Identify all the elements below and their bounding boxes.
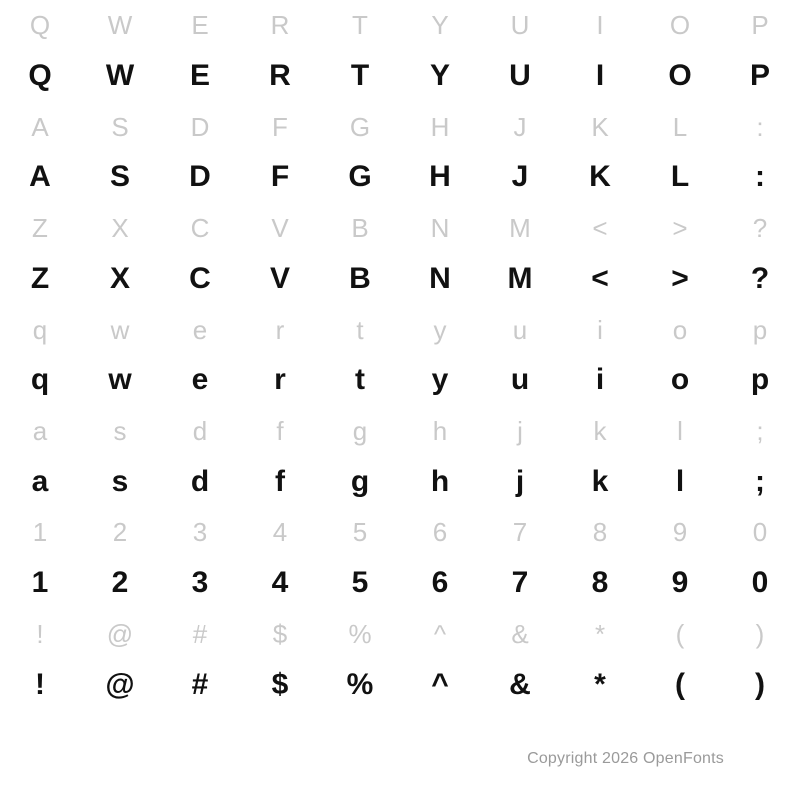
glyph-cell: G bbox=[348, 160, 372, 194]
glyph-cell: # bbox=[192, 618, 208, 649]
glyph-cell: ) bbox=[755, 618, 765, 649]
glyph-cell: 6 bbox=[432, 517, 448, 548]
glyph-cell: 3 bbox=[191, 566, 209, 600]
row-symbols-solid bbox=[0, 659, 800, 710]
glyph-cell: 4 bbox=[271, 566, 289, 600]
glyph-cell: e bbox=[192, 314, 208, 345]
glyph-cell: 7 bbox=[512, 517, 528, 548]
row-qwerty-lower-solid bbox=[0, 355, 800, 406]
glyph-cell: V bbox=[269, 261, 290, 295]
glyph-cell: d bbox=[190, 464, 210, 498]
glyph-cell: K bbox=[591, 111, 609, 142]
glyph-cell: g bbox=[352, 416, 368, 447]
row-qwerty-upper-solid bbox=[0, 51, 800, 102]
glyph-cell: T bbox=[352, 10, 368, 41]
glyph-cell: a bbox=[31, 464, 49, 498]
glyph-cell: 1 bbox=[31, 566, 49, 600]
glyph-cell: 1 bbox=[32, 517, 48, 548]
glyph-cell: ( bbox=[675, 618, 685, 649]
glyph-cell: q bbox=[30, 363, 50, 397]
row-qwerty-upper bbox=[0, 0, 800, 101]
glyph-cell: ! bbox=[36, 618, 44, 649]
row-symbols bbox=[0, 609, 800, 710]
glyph-cell: # bbox=[191, 667, 209, 701]
glyph-cell: s bbox=[113, 416, 127, 447]
glyph-cell: q bbox=[32, 314, 48, 345]
glyph-cell: o bbox=[672, 314, 688, 345]
glyph-cell: @ bbox=[105, 667, 135, 701]
glyph-cell: h bbox=[432, 416, 448, 447]
glyph-cell: N bbox=[430, 213, 450, 244]
glyph-cell: 6 bbox=[431, 566, 449, 600]
glyph-cell: i bbox=[595, 363, 605, 397]
glyph-cell: L bbox=[670, 160, 690, 194]
glyph-cell: $ bbox=[271, 667, 289, 701]
glyph-cell: E bbox=[191, 10, 209, 41]
glyph-cell: k bbox=[591, 464, 609, 498]
row-digits bbox=[0, 507, 800, 608]
glyph-cell: X bbox=[109, 261, 130, 295]
row-asdf-upper-solid bbox=[0, 152, 800, 203]
glyph-cell: 5 bbox=[352, 517, 368, 548]
glyph-cell: H bbox=[429, 160, 451, 194]
glyph-cell: i bbox=[597, 314, 603, 345]
glyph-cell: M bbox=[509, 213, 531, 244]
row-zxcv-upper-solid bbox=[0, 254, 800, 305]
glyph-cell: f bbox=[275, 464, 285, 498]
glyph-cell: ^ bbox=[433, 618, 447, 649]
glyph-cell: r bbox=[274, 363, 286, 397]
glyph-cell: ; bbox=[756, 416, 764, 447]
glyph-cell: u bbox=[512, 314, 528, 345]
glyph-cell: A bbox=[29, 160, 51, 194]
glyph-cell: d bbox=[192, 416, 208, 447]
glyph-cell: % bbox=[348, 618, 372, 649]
glyph-cell: Y bbox=[431, 10, 449, 41]
glyph-cell: 9 bbox=[671, 566, 689, 600]
glyph-cell: w bbox=[108, 363, 132, 397]
glyph-cell: Q bbox=[28, 59, 52, 93]
row-zxcv-upper-ghost bbox=[0, 203, 800, 254]
glyph-cell: 0 bbox=[752, 517, 768, 548]
glyph-cell: A bbox=[31, 111, 49, 142]
glyph-cell: g bbox=[350, 464, 370, 498]
glyph-cell: D bbox=[189, 160, 211, 194]
glyph-cell: : bbox=[755, 160, 765, 194]
glyph-cell: j bbox=[517, 416, 523, 447]
glyph-cell: U bbox=[509, 59, 531, 93]
glyph-cell: y bbox=[431, 363, 449, 397]
glyph-cell: p bbox=[752, 314, 768, 345]
glyph-cell: G bbox=[349, 111, 371, 142]
glyph-cell: C bbox=[189, 261, 211, 295]
glyph-cell: t bbox=[356, 314, 364, 345]
glyph-cell: Y bbox=[429, 59, 450, 93]
glyph-cell: X bbox=[111, 213, 129, 244]
row-qwerty-lower-ghost bbox=[0, 304, 800, 355]
row-asdf-upper bbox=[0, 101, 800, 202]
glyph-cell: ! bbox=[35, 667, 45, 701]
glyph-cell: ? bbox=[750, 261, 770, 295]
glyph-cell: ( bbox=[675, 667, 685, 701]
glyph-cell: u bbox=[510, 363, 530, 397]
glyph-cell: p bbox=[750, 363, 770, 397]
glyph-cell: l bbox=[675, 464, 685, 498]
glyph-cell: < bbox=[592, 213, 608, 244]
glyph-cell: P bbox=[749, 59, 770, 93]
glyph-cell: & bbox=[511, 618, 529, 649]
glyph-cell: : bbox=[756, 111, 764, 142]
glyph-cell: I bbox=[595, 59, 605, 93]
glyph-cell: L bbox=[672, 111, 688, 142]
glyph-cell: o bbox=[670, 363, 690, 397]
glyph-cell: 3 bbox=[192, 517, 208, 548]
glyph-cell: U bbox=[510, 10, 530, 41]
glyph-cell: y bbox=[433, 314, 447, 345]
glyph-cell: C bbox=[190, 213, 210, 244]
glyph-cell: R bbox=[269, 59, 291, 93]
glyph-cell: D bbox=[190, 111, 210, 142]
glyph-cell: < bbox=[591, 261, 609, 295]
glyph-cell: & bbox=[509, 667, 531, 701]
glyph-cell: P bbox=[751, 10, 769, 41]
glyph-cell: $ bbox=[272, 618, 288, 649]
glyph-cell: S bbox=[109, 160, 130, 194]
glyph-cell: e bbox=[191, 363, 209, 397]
glyph-cell: s bbox=[111, 464, 129, 498]
glyph-cell: ^ bbox=[431, 667, 449, 701]
glyph-cell: M bbox=[507, 261, 533, 295]
glyph-cell: * bbox=[594, 618, 606, 649]
glyph-cell: Z bbox=[32, 213, 48, 244]
glyph-cell: > bbox=[672, 213, 688, 244]
copyright-notice: Copyright 2026 OpenFonts bbox=[527, 750, 724, 767]
row-zxcv-upper bbox=[0, 203, 800, 304]
row-digits-ghost bbox=[0, 507, 800, 558]
glyph-cell: N bbox=[429, 261, 451, 295]
glyph-cell: 4 bbox=[272, 517, 288, 548]
glyph-cell: 7 bbox=[511, 566, 529, 600]
glyph-cell: T bbox=[350, 59, 370, 93]
glyph-cell: O bbox=[669, 10, 691, 41]
glyph-cell: 5 bbox=[351, 566, 369, 600]
glyph-cell: % bbox=[346, 667, 374, 701]
glyph-cell: r bbox=[275, 314, 285, 345]
row-asdf-upper-ghost bbox=[0, 101, 800, 152]
glyph-cell: J bbox=[511, 160, 529, 194]
glyph-cell: w bbox=[110, 314, 130, 345]
glyph-cell: * bbox=[594, 667, 606, 701]
glyph-cell: F bbox=[272, 111, 288, 142]
row-symbols-ghost bbox=[0, 609, 800, 660]
glyph-cell: O bbox=[668, 59, 692, 93]
glyph-cell: @ bbox=[106, 618, 134, 649]
glyph-cell: H bbox=[430, 111, 450, 142]
glyph-cell: E bbox=[189, 59, 210, 93]
row-digits-solid bbox=[0, 558, 800, 609]
row-asdf-lower bbox=[0, 406, 800, 507]
glyph-cell: 2 bbox=[111, 566, 129, 600]
glyph-cell: Z bbox=[30, 261, 50, 295]
glyph-cell: 9 bbox=[672, 517, 688, 548]
glyph-cell: K bbox=[589, 160, 611, 194]
glyph-cell: W bbox=[105, 59, 135, 93]
glyph-cell: 8 bbox=[592, 517, 608, 548]
glyph-cell: h bbox=[430, 464, 450, 498]
glyph-cell: 0 bbox=[751, 566, 769, 600]
glyph-cell: l bbox=[677, 416, 683, 447]
glyph-cell: B bbox=[351, 213, 369, 244]
glyph-cell: V bbox=[271, 213, 289, 244]
glyph-cell: t bbox=[355, 363, 365, 397]
glyph-cell: S bbox=[111, 111, 129, 142]
glyph-cell: R bbox=[270, 10, 290, 41]
glyph-cell: > bbox=[671, 261, 689, 295]
glyph-cell: j bbox=[515, 464, 525, 498]
glyph-cell: k bbox=[593, 416, 607, 447]
glyph-cell: 2 bbox=[112, 517, 128, 548]
glyph-cell: a bbox=[32, 416, 48, 447]
glyph-cell: f bbox=[276, 416, 284, 447]
glyph-cell: ; bbox=[755, 464, 765, 498]
glyph-cell: 8 bbox=[591, 566, 609, 600]
glyph-cell: Q bbox=[29, 10, 51, 41]
glyph-cell: I bbox=[596, 10, 604, 41]
row-asdf-lower-solid bbox=[0, 456, 800, 507]
glyph-cell: W bbox=[107, 10, 133, 41]
glyph-cell: F bbox=[270, 160, 290, 194]
row-qwerty-lower bbox=[0, 304, 800, 405]
row-qwerty-upper-ghost bbox=[0, 0, 800, 51]
glyph-cell: ? bbox=[752, 213, 768, 244]
glyph-cell: J bbox=[513, 111, 527, 142]
glyph-cell: ) bbox=[755, 667, 765, 701]
glyph-cell: B bbox=[349, 261, 371, 295]
row-asdf-lower-ghost bbox=[0, 406, 800, 457]
